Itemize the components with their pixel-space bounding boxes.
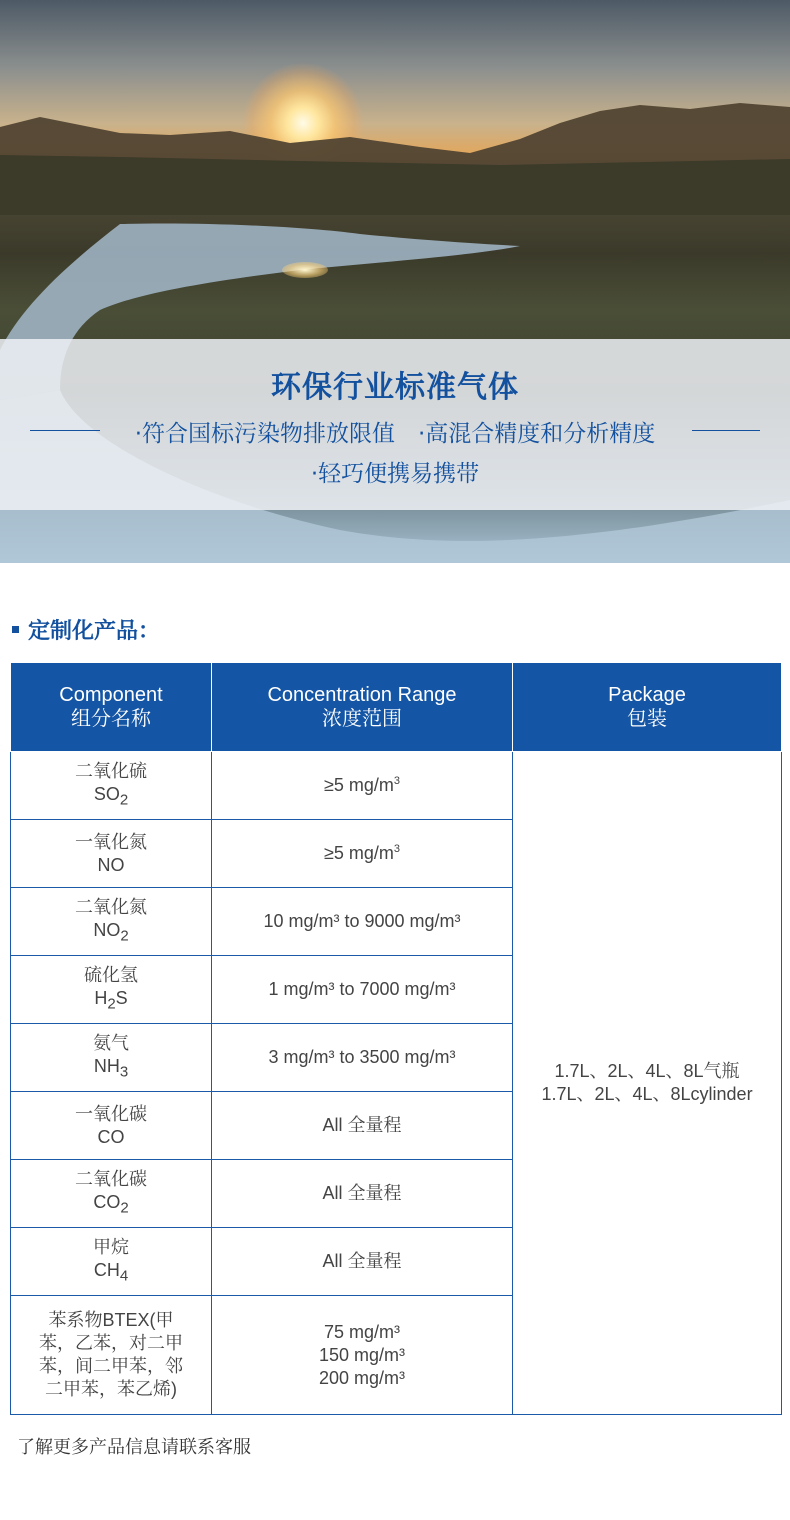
range-cell: 1 mg/m³ to 7000 mg/m³ [212,956,513,1024]
range-cell: 10 mg/m³ to 9000 mg/m³ [212,888,513,956]
formula-subscript: 3 [119,1063,129,1081]
banner-subtitle-line1: ·符合国标污染物排放限值 ·高混合精度和分析精度 [134,421,656,447]
hero-image [0,0,790,563]
formula-main: NH [93,1055,120,1076]
component-name-zh: 二氧化碳 [75,1168,147,1189]
header-component-en: Component [59,684,163,706]
component-formula [15,987,207,1016]
component-cell [11,1024,212,1092]
formula-subscript: 2 [107,995,116,1013]
component-cell [11,1228,212,1296]
component-name-zh: 甲烷 [93,1236,129,1257]
component-formula [15,1055,207,1084]
formula-subscript: 2 [120,1199,129,1217]
component-name-zh: 氨气 [93,1032,129,1053]
range-cell: All 全量程 [212,1160,513,1228]
section-heading-text: 定制化产品： [28,619,161,644]
component-cell [11,820,212,888]
component-formula: CO [97,1126,125,1147]
range-cell: 3 mg/m³ to 3500 mg/m³ [212,1024,513,1092]
component-formula: NO [97,854,125,875]
header-package [513,663,782,752]
product-table [10,662,782,1415]
footer-note: 了解更多产品信息请联系客服 [17,1437,251,1458]
table-header-row [11,663,782,752]
component-formula [15,783,207,812]
header-range [212,663,513,752]
package-cell [513,752,782,1415]
range-value: 150 mg/m³ [318,1344,406,1365]
formula-subscript: 4 [119,1267,129,1285]
formula-subscript: 2 [120,927,129,945]
component-name-zh: 二氧化氮 [75,896,147,917]
range-cell [212,752,513,820]
sun-reflection [282,262,328,278]
formula-main: CH [93,1259,120,1280]
section-heading [12,614,160,645]
component-formula [15,1259,207,1288]
table-row [11,752,782,820]
mountain-silhouette [0,95,790,215]
header-component-zh: 组分名称 [71,708,151,730]
formula-tail: S [115,987,128,1008]
formula-main: CO [93,1191,121,1212]
component-name-zh: 二氧化硫 [75,760,147,781]
formula-subscript: 2 [119,791,129,809]
component-cell [11,1092,212,1160]
component-formula [15,1191,207,1220]
formula-main: NO [93,919,121,940]
component-cell: 苯系物BTEX(甲苯，乙苯，对二甲苯，间二甲苯，邻二甲苯，苯乙烯) [11,1296,212,1415]
header-range-zh: 浓度范围 [322,708,402,730]
banner-title: 环保行业标准气体 [271,370,519,405]
range-value: 75 mg/m³ [323,1321,401,1342]
header-range-en: Concentration Range [267,684,457,706]
component-name-zh: 一氧化氮 [75,831,147,852]
banner-subtitle-line2: ·轻巧便携易携带 [310,461,480,487]
range-cell [212,820,513,888]
superscript-3: 3 [393,775,400,787]
formula-main: SO [93,783,120,804]
range-value: 200 mg/m³ [318,1367,406,1388]
superscript-3: 3 [393,843,400,855]
range-cell: All 全量程 [212,1228,513,1296]
range-value: ≥5 mg/m [323,775,394,795]
component-name-zh: 硫化氢 [84,964,138,985]
component-name-zh: 一氧化碳 [75,1103,147,1124]
component-cell [11,888,212,956]
formula-main: H [94,987,108,1008]
range-value: ≥5 mg/m [323,843,394,863]
component-formula [15,919,207,948]
package-line-zh: 1.7L、2L、4L、8L气瓶 [554,1061,740,1081]
header-component [11,663,212,752]
range-cell [212,1296,513,1415]
package-line-en: 1.7L、2L、4L、8Lcylinder [541,1084,753,1104]
header-package-en: Package [608,684,686,706]
header-package-zh: 包装 [627,708,667,730]
square-bullet-icon [12,626,19,633]
component-cell [11,1160,212,1228]
component-cell [11,752,212,820]
range-cell: All 全量程 [212,1092,513,1160]
component-cell [11,956,212,1024]
